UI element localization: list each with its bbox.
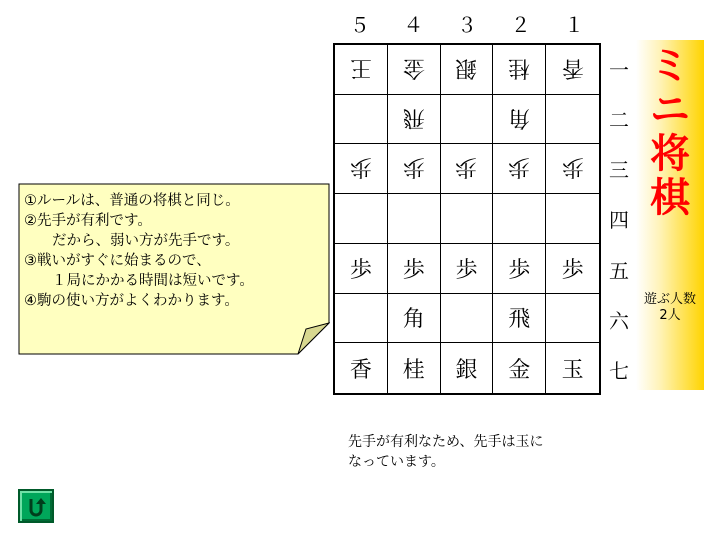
note-line-6: ④駒の使い方がよくわかります。 (24, 293, 239, 309)
column-number: ５ (349, 13, 370, 37)
column-number: ４ (403, 13, 424, 37)
board-square[interactable] (493, 95, 546, 145)
title-char: ミ (650, 43, 690, 89)
board-square[interactable] (335, 95, 388, 145)
game-title (642, 44, 698, 220)
player-count-value: 2人 (659, 308, 681, 323)
board-square[interactable] (441, 294, 494, 344)
opponent-piece[interactable]: 桂 (508, 54, 531, 80)
board-square[interactable] (335, 244, 388, 294)
notes-callout (18, 183, 330, 353)
note-text (24, 191, 324, 311)
player-piece[interactable]: 歩 (508, 257, 531, 283)
board-square[interactable] (335, 343, 388, 393)
board-square[interactable] (493, 244, 546, 294)
board-square[interactable] (388, 45, 441, 95)
note-line-5: １局にかかる時間は短いです。 (52, 273, 254, 289)
board-square[interactable] (335, 144, 388, 194)
board-square[interactable] (388, 95, 441, 145)
board-square[interactable] (493, 294, 546, 344)
row-number: 五 (609, 258, 629, 283)
row-number: 七 (609, 359, 629, 384)
player-piece[interactable]: 歩 (561, 257, 584, 283)
player-piece[interactable]: 角 (402, 307, 425, 333)
board-square[interactable] (546, 144, 599, 194)
shogi-board (333, 43, 601, 395)
column-number: １ (564, 13, 585, 37)
title-char: 棋 (650, 175, 690, 221)
column-numbers (333, 10, 601, 40)
row-numbers (603, 43, 635, 395)
title-char: 将 (650, 131, 690, 177)
note-line-3: だから、弱い方が先手です。 (52, 233, 240, 249)
board-square[interactable] (546, 294, 599, 344)
player-piece[interactable]: 歩 (402, 257, 425, 283)
caption-line-1: 先手が有利なため、先手は玉に (348, 434, 544, 450)
board-square[interactable] (546, 194, 599, 244)
opponent-piece[interactable]: 飛 (402, 104, 425, 130)
opponent-piece[interactable]: 角 (508, 104, 531, 130)
note-line-2: ②先手が有利です。 (24, 213, 152, 229)
opponent-piece[interactable]: 金 (402, 54, 425, 80)
board-square[interactable] (335, 294, 388, 344)
player-piece[interactable]: 銀 (455, 357, 478, 383)
row-number: 一 (609, 57, 629, 82)
board-square[interactable] (493, 45, 546, 95)
opponent-piece[interactable]: 銀 (455, 54, 478, 80)
opponent-piece[interactable]: 香 (561, 54, 584, 80)
board-square[interactable] (388, 144, 441, 194)
player-count (636, 292, 704, 324)
player-piece[interactable]: 玉 (561, 357, 584, 383)
board-square[interactable] (441, 194, 494, 244)
player-piece[interactable]: 金 (508, 357, 531, 383)
opponent-piece[interactable]: 歩 (402, 154, 425, 180)
board-square[interactable] (493, 194, 546, 244)
column-number: ２ (510, 13, 531, 37)
row-number: 三 (609, 158, 629, 183)
return-arrow-icon (25, 495, 49, 519)
opponent-piece[interactable]: 歩 (455, 154, 478, 180)
opponent-piece[interactable]: 歩 (508, 154, 531, 180)
caption (348, 432, 608, 472)
title-char: ニ (650, 87, 690, 133)
opponent-piece[interactable]: 歩 (349, 154, 372, 180)
player-piece[interactable]: 歩 (349, 257, 372, 283)
board-square[interactable] (335, 45, 388, 95)
column-number: ３ (456, 13, 477, 37)
board-square[interactable] (388, 194, 441, 244)
board-square[interactable] (493, 343, 546, 393)
board-square[interactable] (441, 343, 494, 393)
board-square[interactable] (441, 244, 494, 294)
opponent-piece[interactable]: 王 (349, 54, 372, 80)
note-line-4: ③戦いがすぐに始まるので、 (24, 253, 211, 269)
board-square[interactable] (388, 244, 441, 294)
row-number: 六 (609, 309, 629, 334)
player-piece[interactable]: 香 (349, 357, 372, 383)
opponent-piece[interactable]: 歩 (561, 154, 584, 180)
board-square[interactable] (493, 144, 546, 194)
player-piece[interactable]: 桂 (402, 357, 425, 383)
board-square[interactable] (546, 95, 599, 145)
board-square[interactable] (546, 244, 599, 294)
player-piece[interactable]: 飛 (508, 307, 531, 333)
board-square[interactable] (441, 144, 494, 194)
board-square[interactable] (546, 45, 599, 95)
board-square[interactable] (388, 343, 441, 393)
row-number: 四 (609, 208, 629, 233)
player-piece[interactable]: 歩 (455, 257, 478, 283)
board-square[interactable] (388, 294, 441, 344)
board-square[interactable] (441, 95, 494, 145)
board-square[interactable] (441, 45, 494, 95)
board-square[interactable] (546, 343, 599, 393)
note-line-1: ①ルールは、普通の将棋と同じ。 (24, 193, 240, 209)
row-number: 二 (609, 107, 629, 132)
caption-line-2: なっています。 (348, 454, 445, 470)
board-square[interactable] (335, 194, 388, 244)
player-count-label: 遊ぶ人数 (643, 292, 696, 307)
back-button[interactable] (18, 489, 54, 523)
